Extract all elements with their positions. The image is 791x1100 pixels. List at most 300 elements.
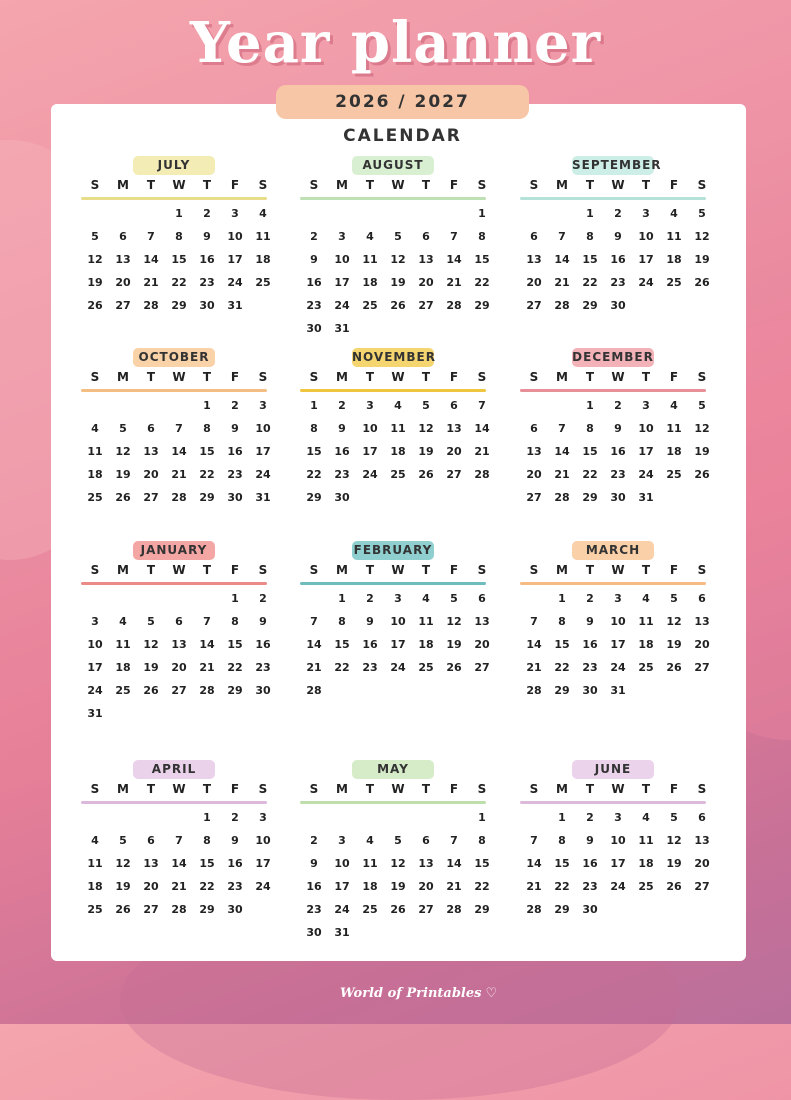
month-label: DECEMBER (572, 348, 654, 367)
day-number: 30 (610, 299, 626, 312)
day-number: 9 (231, 834, 239, 847)
weekday-label: W (172, 563, 186, 577)
day-number: 4 (91, 422, 99, 435)
day-number: 2 (338, 399, 346, 412)
day-number: 14 (474, 422, 490, 435)
day-number: 6 (698, 811, 706, 824)
day-number: 13 (418, 253, 434, 266)
day-number: 22 (554, 880, 570, 893)
day-number: 12 (666, 834, 682, 847)
day-number: 1 (586, 207, 594, 220)
day-number: 11 (666, 422, 682, 435)
day-number: 3 (338, 834, 346, 847)
day-number: 22 (199, 468, 215, 481)
day-number: 1 (203, 399, 211, 412)
day-number: 23 (610, 276, 626, 289)
weekday-label: T (365, 370, 375, 384)
day-number: 2 (586, 811, 594, 824)
day-empty (412, 202, 440, 225)
day-number: 8 (586, 230, 594, 243)
day-number: 11 (87, 445, 103, 458)
day-number: 13 (526, 445, 542, 458)
weekday-label: S (697, 370, 707, 384)
day-number: 28 (554, 491, 570, 504)
day-number: 17 (334, 880, 350, 893)
weekday-label: T (202, 782, 212, 796)
day-number: 17 (255, 857, 271, 870)
day-number: 11 (418, 615, 434, 628)
day-number: 6 (175, 615, 183, 628)
day-number: 12 (666, 615, 682, 628)
day-number: 26 (390, 299, 406, 312)
day-number: 21 (171, 468, 187, 481)
day-number: 27 (694, 880, 710, 893)
calendar-subtitle: 2026 / 2027 CALENDAR (276, 85, 529, 119)
day-number: 25 (390, 468, 406, 481)
day-number: 2 (614, 399, 622, 412)
weekday-label: W (391, 178, 405, 192)
day-number: 24 (362, 468, 378, 481)
day-number: 25 (666, 276, 682, 289)
day-empty (520, 806, 548, 829)
day-number: 18 (390, 445, 406, 458)
day-number: 22 (554, 661, 570, 674)
weekday-label: S (309, 178, 319, 192)
day-number: 19 (418, 445, 434, 458)
day-number: 22 (227, 661, 243, 674)
weekday-label: S (477, 370, 487, 384)
day-number: 23 (582, 880, 598, 893)
day-number: 18 (418, 638, 434, 651)
weekday-header (81, 370, 277, 388)
day-number: 8 (478, 230, 486, 243)
day-number: 8 (558, 834, 566, 847)
day-number: 2 (310, 834, 318, 847)
day-number: 15 (474, 857, 490, 870)
day-number: 12 (390, 857, 406, 870)
day-number: 30 (306, 322, 322, 335)
day-number: 14 (199, 638, 215, 651)
day-number: 30 (199, 299, 215, 312)
weekday-label: S (697, 782, 707, 796)
day-number: 13 (526, 253, 542, 266)
day-number: 27 (446, 468, 462, 481)
day-number: 6 (422, 834, 430, 847)
day-number: 8 (231, 615, 239, 628)
day-number: 19 (694, 445, 710, 458)
day-number: 29 (199, 491, 215, 504)
day-number: 9 (203, 230, 211, 243)
day-empty (81, 202, 109, 225)
weekday-label: T (641, 782, 651, 796)
weekday-label: F (449, 370, 459, 384)
day-number: 30 (582, 903, 598, 916)
day-number: 27 (171, 684, 187, 697)
day-number: 11 (666, 230, 682, 243)
day-number: 25 (115, 684, 131, 697)
day-number: 26 (143, 684, 159, 697)
month-label: FEBRUARY (352, 541, 434, 560)
day-number: 1 (586, 399, 594, 412)
day-number: 12 (694, 422, 710, 435)
weekday-header (300, 782, 496, 800)
day-number: 22 (306, 468, 322, 481)
day-empty (548, 202, 576, 225)
day-empty (300, 806, 328, 829)
day-number: 13 (446, 422, 462, 435)
weekday-header (520, 782, 716, 800)
weekday-label: W (611, 370, 625, 384)
day-number: 29 (582, 491, 598, 504)
weekday-label: S (90, 563, 100, 577)
day-number: 13 (474, 615, 490, 628)
day-number: 30 (306, 926, 322, 939)
day-number: 16 (610, 253, 626, 266)
day-number: 22 (582, 468, 598, 481)
day-number: 13 (143, 445, 159, 458)
day-number: 19 (666, 638, 682, 651)
day-number: 19 (143, 661, 159, 674)
day-number: 25 (666, 468, 682, 481)
day-number: 16 (582, 638, 598, 651)
day-number: 21 (446, 276, 462, 289)
day-number: 11 (638, 834, 654, 847)
day-number: 23 (306, 903, 322, 916)
day-number: 4 (366, 834, 374, 847)
day-number: 23 (306, 299, 322, 312)
day-number: 7 (310, 615, 318, 628)
day-number: 16 (306, 276, 322, 289)
day-number: 24 (610, 880, 626, 893)
day-empty (165, 806, 193, 829)
weekday-label: S (529, 563, 539, 577)
day-number: 17 (227, 253, 243, 266)
weekday-label: T (202, 370, 212, 384)
day-number: 5 (394, 230, 402, 243)
day-number: 8 (558, 615, 566, 628)
day-empty (137, 587, 165, 610)
weekday-label: S (309, 782, 319, 796)
day-number: 8 (586, 422, 594, 435)
day-number: 27 (474, 661, 490, 674)
month-underline (81, 582, 267, 585)
weekday-label: F (669, 178, 679, 192)
weekday-label: W (391, 782, 405, 796)
day-number: 10 (638, 422, 654, 435)
day-number: 18 (362, 880, 378, 893)
day-number: 5 (698, 399, 706, 412)
weekday-label: F (669, 563, 679, 577)
day-number: 3 (231, 207, 239, 220)
day-number: 21 (474, 445, 490, 458)
day-number: 24 (255, 880, 271, 893)
day-number: 10 (255, 834, 271, 847)
day-number: 23 (610, 468, 626, 481)
weekday-label: T (146, 178, 156, 192)
day-number: 21 (306, 661, 322, 674)
day-number: 14 (446, 857, 462, 870)
weekday-label: T (365, 563, 375, 577)
day-number: 23 (582, 661, 598, 674)
weekday-label: S (477, 563, 487, 577)
day-empty (165, 394, 193, 417)
day-empty (520, 394, 548, 417)
day-number: 10 (227, 230, 243, 243)
day-number: 30 (610, 491, 626, 504)
day-number: 4 (670, 207, 678, 220)
month-label: APRIL (133, 760, 215, 779)
day-number: 17 (255, 445, 271, 458)
day-number: 20 (526, 468, 542, 481)
day-number: 10 (638, 230, 654, 243)
day-number: 12 (143, 638, 159, 651)
day-number: 11 (87, 857, 103, 870)
day-number: 7 (203, 615, 211, 628)
day-number: 14 (554, 445, 570, 458)
day-number: 3 (91, 615, 99, 628)
day-number: 10 (390, 615, 406, 628)
day-number: 4 (394, 399, 402, 412)
day-number: 23 (255, 661, 271, 674)
weekday-label: W (172, 178, 186, 192)
day-number: 5 (670, 811, 678, 824)
month-underline (81, 197, 267, 200)
day-number: 22 (474, 276, 490, 289)
weekday-label: T (421, 370, 431, 384)
day-number: 21 (554, 276, 570, 289)
day-empty (81, 587, 109, 610)
day-number: 2 (203, 207, 211, 220)
day-grid (520, 587, 716, 702)
day-number: 2 (310, 230, 318, 243)
weekday-label: T (146, 370, 156, 384)
day-number: 20 (143, 468, 159, 481)
day-number: 11 (362, 857, 378, 870)
day-number: 4 (259, 207, 267, 220)
day-number: 29 (474, 903, 490, 916)
weekday-header (300, 370, 496, 388)
day-number: 22 (171, 276, 187, 289)
day-empty (165, 587, 193, 610)
day-number: 7 (175, 834, 183, 847)
day-number: 1 (175, 207, 183, 220)
day-number: 24 (334, 299, 350, 312)
month-underline (300, 197, 486, 200)
weekday-label: F (230, 370, 240, 384)
day-number: 10 (610, 834, 626, 847)
day-number: 13 (418, 857, 434, 870)
weekday-label: T (202, 563, 212, 577)
day-number: 27 (526, 299, 542, 312)
weekday-label: T (421, 563, 431, 577)
day-grid (300, 394, 496, 509)
day-number: 20 (694, 638, 710, 651)
day-number: 20 (474, 638, 490, 651)
day-number: 17 (390, 638, 406, 651)
day-number: 14 (171, 857, 187, 870)
weekday-label: T (202, 178, 212, 192)
weekday-header (300, 178, 496, 196)
day-number: 1 (478, 811, 486, 824)
day-number: 7 (450, 834, 458, 847)
day-number: 4 (642, 811, 650, 824)
weekday-label: T (146, 782, 156, 796)
day-number: 25 (255, 276, 271, 289)
day-empty (384, 806, 412, 829)
day-empty (109, 587, 137, 610)
weekday-label: M (556, 178, 568, 192)
weekday-label: S (529, 178, 539, 192)
weekday-label: M (556, 370, 568, 384)
footer-brand (340, 986, 497, 1001)
day-number: 23 (362, 661, 378, 674)
day-number: 16 (199, 253, 215, 266)
day-number: 17 (610, 638, 626, 651)
day-number: 6 (147, 422, 155, 435)
day-number: 22 (582, 276, 598, 289)
weekday-label: F (669, 370, 679, 384)
day-number: 25 (87, 491, 103, 504)
day-number: 29 (171, 299, 187, 312)
weekday-label: T (641, 370, 651, 384)
day-number: 27 (418, 903, 434, 916)
day-number: 4 (119, 615, 127, 628)
day-number: 12 (390, 253, 406, 266)
day-number: 1 (231, 592, 239, 605)
weekday-label: S (90, 782, 100, 796)
weekday-label: T (585, 782, 595, 796)
day-number: 4 (422, 592, 430, 605)
day-number: 18 (638, 638, 654, 651)
day-number: 6 (422, 230, 430, 243)
day-number: 18 (87, 880, 103, 893)
day-number: 20 (418, 276, 434, 289)
weekday-label: M (117, 782, 129, 796)
day-number: 21 (526, 661, 542, 674)
day-number: 19 (694, 253, 710, 266)
day-number: 21 (554, 468, 570, 481)
day-number: 28 (446, 903, 462, 916)
day-number: 17 (87, 661, 103, 674)
day-number: 24 (390, 661, 406, 674)
day-empty (440, 202, 468, 225)
weekday-label: T (365, 178, 375, 192)
day-number: 2 (231, 399, 239, 412)
weekday-label: W (172, 782, 186, 796)
day-number: 28 (526, 903, 542, 916)
day-number: 26 (115, 491, 131, 504)
day-number: 25 (638, 661, 654, 674)
month-underline (520, 582, 706, 585)
weekday-header (300, 563, 496, 581)
day-number: 27 (418, 299, 434, 312)
day-grid (520, 202, 716, 317)
day-number: 18 (362, 276, 378, 289)
day-number: 3 (259, 399, 267, 412)
day-number: 31 (87, 707, 103, 720)
weekday-label: T (585, 178, 595, 192)
day-number: 10 (362, 422, 378, 435)
day-number: 7 (530, 834, 538, 847)
day-number: 20 (694, 857, 710, 870)
page-title: Year planner (189, 10, 602, 76)
day-number: 9 (586, 834, 594, 847)
day-number: 5 (394, 834, 402, 847)
weekday-label: M (556, 782, 568, 796)
day-number: 23 (334, 468, 350, 481)
day-number: 30 (334, 491, 350, 504)
day-number: 22 (474, 880, 490, 893)
day-number: 14 (526, 857, 542, 870)
day-number: 17 (638, 253, 654, 266)
day-number: 25 (362, 299, 378, 312)
day-number: 1 (558, 592, 566, 605)
day-number: 14 (526, 638, 542, 651)
day-number: 28 (171, 903, 187, 916)
weekday-label: M (336, 370, 348, 384)
day-number: 7 (558, 230, 566, 243)
day-number: 16 (306, 880, 322, 893)
day-number: 5 (422, 399, 430, 412)
day-number: 3 (366, 399, 374, 412)
day-grid (300, 202, 496, 340)
weekday-label: S (477, 178, 487, 192)
day-number: 5 (450, 592, 458, 605)
day-number: 24 (87, 684, 103, 697)
month-underline (520, 389, 706, 392)
day-empty (520, 202, 548, 225)
day-number: 2 (614, 207, 622, 220)
day-empty (137, 394, 165, 417)
day-number: 20 (115, 276, 131, 289)
day-number: 1 (558, 811, 566, 824)
weekday-label: T (641, 178, 651, 192)
day-number: 15 (554, 857, 570, 870)
day-number: 9 (310, 857, 318, 870)
weekday-label: F (449, 782, 459, 796)
day-number: 15 (306, 445, 322, 458)
day-number: 17 (610, 857, 626, 870)
day-number: 14 (554, 253, 570, 266)
day-number: 11 (115, 638, 131, 651)
day-number: 26 (87, 299, 103, 312)
day-number: 5 (119, 834, 127, 847)
day-number: 6 (478, 592, 486, 605)
weekday-label: M (336, 178, 348, 192)
day-number: 11 (255, 230, 271, 243)
day-number: 5 (119, 422, 127, 435)
day-number: 6 (119, 230, 127, 243)
weekday-label: S (309, 370, 319, 384)
heart-icon: ♡ (485, 986, 498, 1001)
day-number: 31 (334, 926, 350, 939)
day-number: 16 (227, 445, 243, 458)
day-number: 5 (147, 615, 155, 628)
day-number: 18 (87, 468, 103, 481)
day-number: 13 (171, 638, 187, 651)
day-number: 9 (614, 230, 622, 243)
day-number: 8 (203, 834, 211, 847)
day-number: 19 (446, 638, 462, 651)
day-number: 7 (530, 615, 538, 628)
day-number: 14 (171, 445, 187, 458)
month-underline (300, 801, 486, 804)
day-number: 16 (610, 445, 626, 458)
day-number: 18 (255, 253, 271, 266)
day-number: 20 (526, 276, 542, 289)
day-number: 12 (87, 253, 103, 266)
day-number: 7 (478, 399, 486, 412)
